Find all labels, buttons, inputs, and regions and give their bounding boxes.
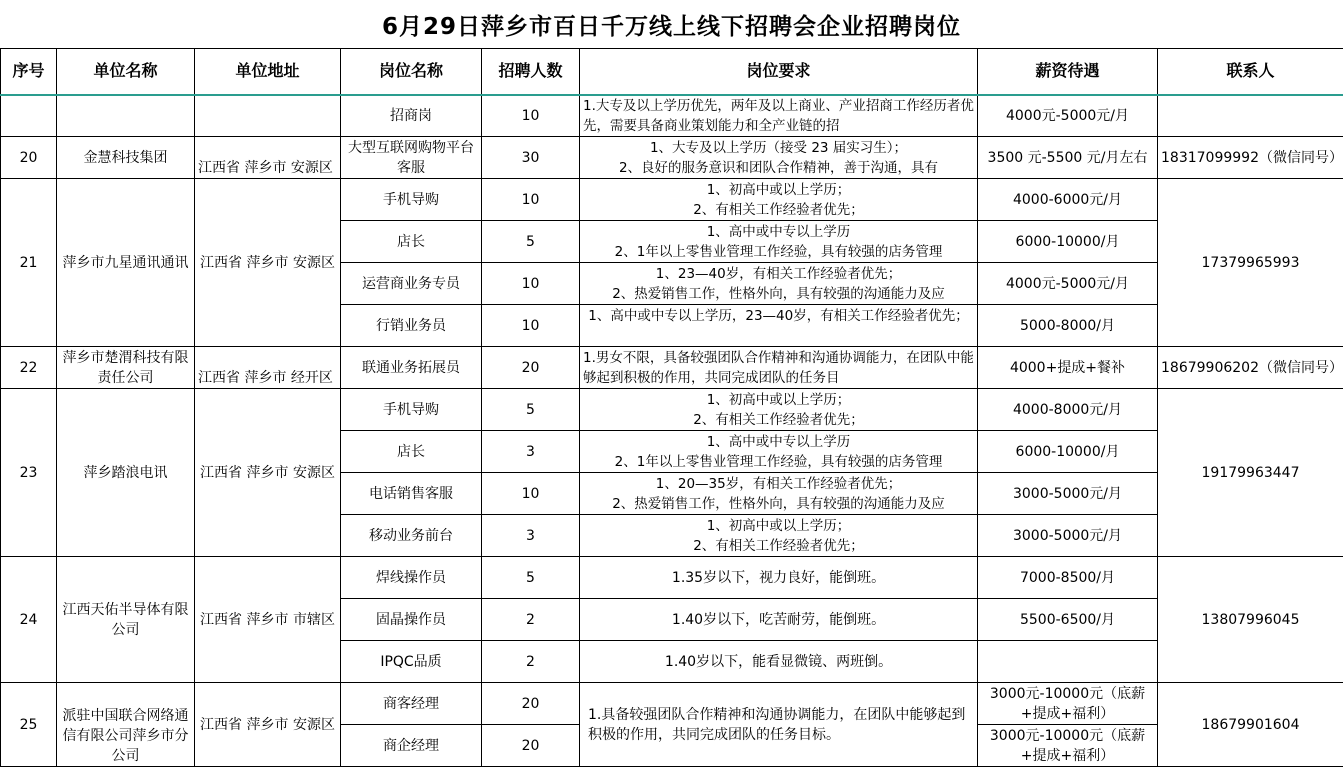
cell-requirements[interactable]: 1.35岁以下，视力良好，能倒班。 bbox=[580, 557, 978, 599]
cell-text: 江西省 萍乡市 经开区 bbox=[198, 368, 337, 388]
cell-count[interactable]: 5 bbox=[482, 221, 580, 263]
cell-job[interactable]: 手机导购 bbox=[341, 179, 482, 221]
cell-salary[interactable]: 7000-8500/月 bbox=[978, 557, 1158, 599]
cell-company[interactable]: 江西天佑半导体有限公司 bbox=[57, 557, 195, 683]
cell-salary[interactable]: 4000-6000元/月 bbox=[978, 179, 1158, 221]
cell-requirements[interactable] bbox=[580, 305, 978, 347]
cell-contact[interactable]: 13807996045 bbox=[1158, 557, 1343, 683]
cell-requirements[interactable] bbox=[580, 95, 978, 137]
cell-count[interactable]: 20 bbox=[482, 725, 580, 767]
cell-job[interactable]: 商客经理 bbox=[341, 683, 482, 725]
cell-salary[interactable]: 4000-8000元/月 bbox=[978, 389, 1158, 431]
cell-address[interactable]: 江西省 萍乡市 安源区 bbox=[195, 389, 341, 557]
sheet-title: 6月29日萍乡市百日千万线上线下招聘会企业招聘岗位 bbox=[0, 0, 1343, 48]
table-row bbox=[1, 95, 1343, 137]
cell[interactable] bbox=[57, 95, 195, 137]
cell-salary[interactable]: 6000-10000/月 bbox=[978, 431, 1158, 473]
cell-text: 1、初高中或以上学历； 2、有相关工作经验者优先； bbox=[583, 390, 974, 430]
cell-job[interactable]: 联通业务拓展员 bbox=[341, 347, 482, 389]
table-row bbox=[1, 347, 1343, 389]
header-requirements[interactable]: 岗位要求 bbox=[580, 49, 978, 95]
recruitment-table bbox=[0, 48, 1343, 767]
cell-text: 3000元-10000元（底薪+提成+福利） bbox=[981, 684, 1154, 724]
cell-count[interactable]: 10 bbox=[482, 305, 580, 347]
cell-text: 1、初高中或以上学历； 2、有相关工作经验者优先； bbox=[583, 516, 974, 556]
cell-requirements[interactable] bbox=[580, 431, 978, 473]
cell-job[interactable]: 店长 bbox=[341, 221, 482, 263]
table-row bbox=[1, 683, 1343, 725]
table-row bbox=[1, 389, 1343, 431]
cell-company[interactable]: 萍乡踏浪电讯 bbox=[57, 389, 195, 557]
header-seq[interactable]: 序号 bbox=[1, 49, 57, 95]
cell-salary[interactable]: 4000+提成+餐补 bbox=[978, 347, 1158, 389]
cell-count[interactable]: 2 bbox=[482, 599, 580, 641]
cell-count[interactable]: 3 bbox=[482, 515, 580, 557]
cell-address[interactable]: 江西省 萍乡市 安源区 bbox=[195, 179, 341, 347]
cell-text: 3000元-10000元（底薪+提成+福利） bbox=[981, 726, 1154, 766]
cell-text: 1、大专及以上学历（接受 23 届实习生）； 2、良好的服务意识和团队合作精神，善于沟通，具有 bbox=[583, 138, 974, 178]
cell-requirements[interactable] bbox=[580, 179, 978, 221]
cell-job[interactable]: 行销业务员 bbox=[341, 305, 482, 347]
cell[interactable] bbox=[195, 95, 341, 137]
cell-seq[interactable]: 22 bbox=[1, 347, 57, 389]
cell-salary[interactable]: 5500-6500/月 bbox=[978, 599, 1158, 641]
cell-count[interactable]: 20 bbox=[482, 683, 580, 725]
header-address[interactable]: 单位地址 bbox=[195, 49, 341, 95]
cell-salary[interactable]: 3500 元-5500 元/月左右 bbox=[978, 137, 1158, 179]
cell-text: 1、高中或中专以上学历，23—40岁，有相关工作经验者优先； bbox=[583, 306, 974, 346]
cell-count[interactable]: 20 bbox=[482, 347, 580, 389]
cell-requirements[interactable] bbox=[580, 515, 978, 557]
cell-requirements[interactable] bbox=[580, 137, 978, 179]
cell-salary[interactable]: 3000-5000元/月 bbox=[978, 515, 1158, 557]
cell-text: 1.男女不限，具备较强团队合作精神和沟通协调能力，在团队中能够起到积极的作用，共同完成团队的任务目 bbox=[583, 348, 974, 388]
cell-job[interactable]: IPQC品质 bbox=[341, 641, 482, 683]
cell-job[interactable]: 运营商业务专员 bbox=[341, 263, 482, 305]
cell-text: 1、20—35岁，有相关工作经验者优先； 2、热爱销售工作，性格外向，具有较强的沟通能力及应 bbox=[583, 474, 974, 514]
cell-job[interactable]: 手机导购 bbox=[341, 389, 482, 431]
table-row bbox=[1, 557, 1343, 599]
table-row bbox=[1, 137, 1343, 179]
cell-job[interactable]: 商企经理 bbox=[341, 725, 482, 767]
cell-count[interactable]: 10 bbox=[482, 473, 580, 515]
header-row bbox=[1, 49, 1343, 95]
cell-salary[interactable] bbox=[978, 725, 1158, 767]
cell-salary[interactable]: 5000-8000/月 bbox=[978, 305, 1158, 347]
cell-text: 1、高中或中专以上学历 2、1年以上零售业管理工作经验，具有较强的店务管理 bbox=[583, 432, 974, 472]
cell[interactable] bbox=[1, 95, 57, 137]
cell-requirements[interactable]: 1.40岁以下，吃苦耐劳，能倒班。 bbox=[580, 599, 978, 641]
cell-requirements[interactable] bbox=[580, 389, 978, 431]
cell-address[interactable]: 江西省 萍乡市 市辖区 bbox=[195, 557, 341, 683]
cell-salary[interactable]: 6000-10000/月 bbox=[978, 221, 1158, 263]
header-count[interactable]: 招聘人数 bbox=[482, 49, 580, 95]
cell-salary[interactable] bbox=[978, 683, 1158, 725]
header-salary[interactable]: 薪资待遇 bbox=[978, 49, 1158, 95]
cell-job[interactable]: 大型互联网购物平台客服 bbox=[341, 137, 482, 179]
cell-count[interactable]: 3 bbox=[482, 431, 580, 473]
cell-requirements[interactable] bbox=[580, 221, 978, 263]
cell-salary[interactable]: 4000元-5000元/月 bbox=[978, 95, 1158, 137]
header-job[interactable]: 岗位名称 bbox=[341, 49, 482, 95]
cell-address[interactable] bbox=[195, 347, 341, 389]
cell-job[interactable]: 焊线操作员 bbox=[341, 557, 482, 599]
cell-count[interactable]: 30 bbox=[482, 137, 580, 179]
cell-seq[interactable]: 23 bbox=[1, 389, 57, 557]
cell-requirements[interactable] bbox=[580, 473, 978, 515]
cell-count[interactable]: 10 bbox=[482, 95, 580, 137]
cell-job[interactable]: 店长 bbox=[341, 431, 482, 473]
cell-seq[interactable]: 20 bbox=[1, 137, 57, 179]
cell-count[interactable]: 5 bbox=[482, 557, 580, 599]
cell-requirements[interactable]: 1.具备较强团队合作精神和沟通协调能力，在团队中能够起到积极的作用，共同完成团队的任务目标。 bbox=[580, 683, 978, 767]
cell-contact[interactable]: 18679906202（微信同号） bbox=[1158, 347, 1343, 389]
cell-salary[interactable]: 3000-5000元/月 bbox=[978, 473, 1158, 515]
cell-text: 1.大专及以上学历优先，两年及以上商业、产业招商工作经历者优先，需要具备商业策划能力和全产业链的招 bbox=[583, 96, 974, 136]
cell-requirements[interactable] bbox=[580, 263, 978, 305]
cell-text: 江西省 萍乡市 安源区 bbox=[198, 158, 337, 178]
cell-text: 1、初高中或以上学历； 2、有相关工作经验者优先； bbox=[583, 180, 974, 220]
cell-seq[interactable]: 21 bbox=[1, 179, 57, 347]
cell-job[interactable]: 固晶操作员 bbox=[341, 599, 482, 641]
cell-salary[interactable]: 4000元-5000元/月 bbox=[978, 263, 1158, 305]
cell-job[interactable]: 招商岗 bbox=[341, 95, 482, 137]
cell-count[interactable]: 2 bbox=[482, 641, 580, 683]
header-company[interactable]: 单位名称 bbox=[57, 49, 195, 95]
cell-contact[interactable]: 18317099992（微信同号） bbox=[1158, 137, 1343, 179]
cell-salary[interactable] bbox=[978, 641, 1158, 683]
cell-seq[interactable]: 24 bbox=[1, 557, 57, 683]
cell-contact[interactable]: 17379965993 bbox=[1158, 179, 1343, 347]
cell-seq[interactable]: 25 bbox=[1, 683, 57, 767]
table-row bbox=[1, 179, 1343, 221]
cell-text: 1、23—40岁，有相关工作经验者优先； 2、热爱销售工作，性格外向，具有较强的沟通能力及应 bbox=[583, 264, 974, 304]
cell-requirements[interactable]: 1.40岁以下，能看显微镜、两班倒。 bbox=[580, 641, 978, 683]
cell-job[interactable]: 电话销售客服 bbox=[341, 473, 482, 515]
cell-company[interactable]: 派驻中国联合网络通信有限公司萍乡市分公司 bbox=[57, 683, 195, 767]
cell-address[interactable]: 江西省 萍乡市 安源区 bbox=[195, 683, 341, 767]
cell-address[interactable] bbox=[195, 137, 341, 179]
cell-company[interactable]: 萍乡市九星通讯通讯 bbox=[57, 179, 195, 347]
header-contact[interactable]: 联系人 bbox=[1158, 49, 1343, 95]
cell-count[interactable]: 10 bbox=[482, 179, 580, 221]
cell[interactable] bbox=[1158, 95, 1343, 137]
cell-job[interactable]: 移动业务前台 bbox=[341, 515, 482, 557]
cell-contact[interactable]: 18679901604 bbox=[1158, 683, 1343, 767]
cell-text: 1、高中或中专以上学历 2、1年以上零售业管理工作经验，具有较强的店务管理 bbox=[583, 222, 974, 262]
cell-count[interactable]: 10 bbox=[482, 263, 580, 305]
cell-requirements[interactable] bbox=[580, 347, 978, 389]
cell-company[interactable]: 金慧科技集团 bbox=[57, 137, 195, 179]
cell-count[interactable]: 5 bbox=[482, 389, 580, 431]
cell-contact[interactable]: 19179963447 bbox=[1158, 389, 1343, 557]
cell-company[interactable]: 萍乡市楚渭科技有限责任公司 bbox=[57, 347, 195, 389]
